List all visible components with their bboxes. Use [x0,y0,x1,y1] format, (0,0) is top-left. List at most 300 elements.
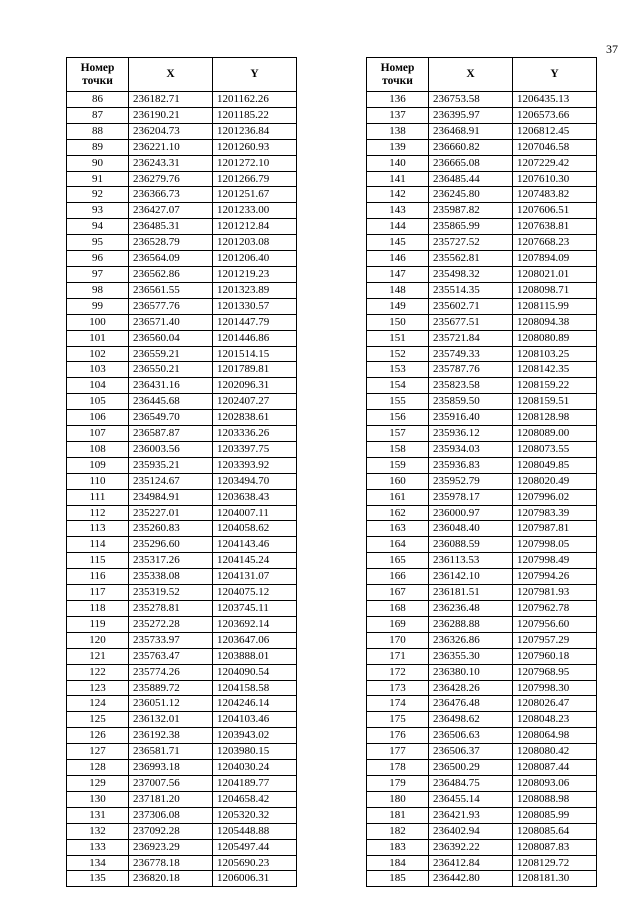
point-number-cell: 123 [67,680,129,696]
y-coordinate-cell: 1201206.40 [213,251,297,267]
point-number-cell: 103 [67,362,129,378]
x-coordinate-cell: 235260.83 [129,521,213,537]
table-row [367,203,597,219]
y-coordinate-cell: 1201219.23 [213,266,297,282]
y-coordinate-cell: 1203397.75 [213,441,297,457]
y-coordinate-cell: 1201212.84 [213,219,297,235]
x-coordinate-cell: 236560.04 [129,330,213,346]
y-coordinate-cell: 1201789.81 [213,362,297,378]
page-number: 37 [606,42,618,56]
point-number-cell: 142 [367,187,429,203]
point-number-cell: 100 [67,314,129,330]
point-number-cell: 108 [67,441,129,457]
table-row [67,521,297,537]
y-coordinate-cell: 1208103.25 [513,346,597,362]
table-row [67,712,297,728]
y-coordinate-cell: 1207046.58 [513,139,597,155]
y-coordinate-cell: 1207638.81 [513,219,597,235]
point-number-cell: 157 [367,426,429,442]
x-coordinate-cell: 236455.14 [429,791,513,807]
y-coordinate-cell: 1208085.99 [513,807,597,823]
table-row [67,155,297,171]
point-number-cell: 133 [67,839,129,855]
point-number-cell: 175 [367,712,429,728]
y-coordinate-cell: 1205448.88 [213,823,297,839]
x-coordinate-cell: 236279.76 [129,171,213,187]
x-coordinate-cell: 235934.03 [429,441,513,457]
x-coordinate-cell: 235859.50 [429,394,513,410]
y-coordinate-cell: 1205690.23 [213,855,297,871]
table-row [67,219,297,235]
x-coordinate-cell: 236506.63 [429,728,513,744]
y-coordinate-cell: 1208159.22 [513,378,597,394]
y-coordinate-cell: 1208088.98 [513,791,597,807]
y-coordinate-cell: 1201203.08 [213,235,297,251]
x-coordinate-cell: 236048.40 [429,521,513,537]
x-coordinate-cell: 235935.21 [129,457,213,473]
point-number-cell: 141 [367,171,429,187]
x-coordinate-cell: 236113.53 [429,553,513,569]
y-coordinate-cell: 1207998.49 [513,553,597,569]
point-number-cell: 99 [67,298,129,314]
table-row [67,330,297,346]
point-number-cell: 110 [67,473,129,489]
y-coordinate-cell: 1207229.42 [513,155,597,171]
table-row [67,187,297,203]
y-coordinate-cell: 1201446.86 [213,330,297,346]
table-row [67,235,297,251]
table-row [67,378,297,394]
x-coordinate-cell: 236485.44 [429,171,513,187]
x-coordinate-cell: 236476.48 [429,696,513,712]
point-number-cell: 135 [67,871,129,887]
point-number-cell: 173 [367,680,429,696]
table-row [367,489,597,505]
table-row [367,728,597,744]
table-row [67,585,297,601]
table-row [67,266,297,282]
table-row [367,171,597,187]
point-number-cell: 146 [367,251,429,267]
point-number-cell: 126 [67,728,129,744]
x-coordinate-cell: 236587.87 [129,426,213,442]
table-row [67,251,297,267]
table-row [367,235,597,251]
y-coordinate-cell: 1208181.30 [513,871,597,887]
point-number-cell: 124 [67,696,129,712]
x-coordinate-cell: 235272.28 [129,616,213,632]
point-number-cell: 155 [367,394,429,410]
point-number-cell: 174 [367,696,429,712]
point-number-cell: 89 [67,139,129,155]
point-number-cell: 148 [367,282,429,298]
x-coordinate-cell: 235936.83 [429,457,513,473]
table-row [367,266,597,282]
table-row [367,775,597,791]
x-coordinate-cell: 236182.71 [129,92,213,108]
table-row [367,251,597,267]
y-coordinate-cell: 1208094.38 [513,314,597,330]
y-coordinate-cell: 1204007.11 [213,505,297,521]
y-coordinate-cell: 1204090.54 [213,664,297,680]
table-row [367,187,597,203]
table-row [367,457,597,473]
point-number-cell: 145 [367,235,429,251]
y-coordinate-cell: 1208085.64 [513,823,597,839]
x-coordinate-cell: 235865.99 [429,219,513,235]
y-coordinate-cell: 1204143.46 [213,537,297,553]
y-coordinate-cell: 1207957.29 [513,632,597,648]
y-coordinate-cell: 1208049.85 [513,457,597,473]
x-coordinate-cell: 235498.32 [429,266,513,282]
point-number-cell: 116 [67,569,129,585]
table-row [367,823,597,839]
x-coordinate-cell: 236528.79 [129,235,213,251]
x-coordinate-cell: 235562.81 [429,251,513,267]
x-coordinate-cell: 236564.09 [129,251,213,267]
table-row [67,664,297,680]
y-coordinate-cell: 1207998.05 [513,537,597,553]
table-header-row [67,58,297,92]
x-coordinate-cell: 236142.10 [429,569,513,585]
x-coordinate-cell: 236392.22 [429,839,513,855]
x-coordinate-cell: 236288.88 [429,616,513,632]
x-coordinate-cell: 236778.18 [129,855,213,871]
table-row [367,426,597,442]
x-coordinate-cell: 236431.16 [129,378,213,394]
x-coordinate-cell: 236485.31 [129,219,213,235]
y-coordinate-cell: 1201266.79 [213,171,297,187]
y-coordinate-cell: 1208142.35 [513,362,597,378]
x-coordinate-cell: 236412.84 [429,855,513,871]
x-coordinate-cell: 236753.58 [429,92,513,108]
y-coordinate-cell: 1201323.89 [213,282,297,298]
table-row [67,601,297,617]
point-number-cell: 122 [67,664,129,680]
table-row [367,394,597,410]
table-row [67,171,297,187]
x-coordinate-cell: 236445.68 [129,394,213,410]
point-number-cell: 168 [367,601,429,617]
x-coordinate-cell: 235916.40 [429,410,513,426]
table-row [367,282,597,298]
point-number-cell: 158 [367,441,429,457]
x-coordinate-cell: 235774.26 [129,664,213,680]
point-number-cell: 132 [67,823,129,839]
y-coordinate-cell: 1207981.93 [513,585,597,601]
table-row [67,505,297,521]
point-number-cell: 176 [367,728,429,744]
table-row [67,680,297,696]
y-coordinate-cell: 1204189.77 [213,775,297,791]
x-coordinate-cell: 235602.71 [429,298,513,314]
y-coordinate-cell: 1204246.14 [213,696,297,712]
y-coordinate-cell: 1207610.30 [513,171,597,187]
point-number-cell: 152 [367,346,429,362]
x-coordinate-cell: 235823.58 [429,378,513,394]
point-number-cell: 98 [67,282,129,298]
x-coordinate-cell: 236428.26 [429,680,513,696]
point-number-cell: 163 [367,521,429,537]
table-row [367,298,597,314]
y-coordinate-cell: 1203745.11 [213,601,297,617]
y-coordinate-cell: 1201162.26 [213,92,297,108]
point-number-cell: 118 [67,601,129,617]
y-coordinate-cell: 1208073.55 [513,441,597,457]
table-row [367,585,597,601]
table-row [67,775,297,791]
point-number-cell: 129 [67,775,129,791]
point-number-cell: 140 [367,155,429,171]
table-row [67,489,297,505]
table-row [67,123,297,139]
point-number-cell: 147 [367,266,429,282]
y-coordinate-cell: 1207894.09 [513,251,597,267]
y-coordinate-cell: 1203393.92 [213,457,297,473]
point-number-cell: 144 [367,219,429,235]
x-coordinate-cell: 236181.51 [429,585,513,601]
table-row [67,632,297,648]
y-coordinate-cell: 1208087.44 [513,760,597,776]
y-coordinate-cell: 1203638.43 [213,489,297,505]
x-coordinate-cell: 235677.51 [429,314,513,330]
x-coordinate-cell: 235317.26 [129,553,213,569]
x-coordinate-cell: 236820.18 [129,871,213,887]
y-coordinate-cell: 1208048.23 [513,712,597,728]
point-number-cell: 185 [367,871,429,887]
table-row [367,441,597,457]
point-number-cell: 131 [67,807,129,823]
y-coordinate-cell: 1208089.00 [513,426,597,442]
point-number-cell: 136 [367,92,429,108]
table-row [67,282,297,298]
point-number-cell: 111 [67,489,129,505]
x-coordinate-cell: 236498.62 [429,712,513,728]
table-row [67,441,297,457]
y-coordinate-cell: 1207983.39 [513,505,597,521]
table-row [367,569,597,585]
x-coordinate-cell: 236402.94 [429,823,513,839]
x-coordinate-cell: 236500.29 [429,760,513,776]
point-number-cell: 149 [367,298,429,314]
table-row [67,362,297,378]
point-number-cell: 106 [67,410,129,426]
x-coordinate-cell: 236427.07 [129,203,213,219]
point-number-cell: 171 [367,648,429,664]
x-coordinate-cell: 235727.52 [429,235,513,251]
point-number-cell: 107 [67,426,129,442]
table-row [367,155,597,171]
y-coordinate-cell: 1207994.26 [513,569,597,585]
table-row [367,744,597,760]
point-number-cell: 112 [67,505,129,521]
point-number-cell: 179 [367,775,429,791]
table-row [367,410,597,426]
table-row [367,537,597,553]
x-coordinate-cell: 236993.18 [129,760,213,776]
point-number-cell: 104 [67,378,129,394]
point-number-cell: 143 [367,203,429,219]
point-number-cell: 125 [67,712,129,728]
y-coordinate-cell: 1207956.60 [513,616,597,632]
table-row [67,728,297,744]
table-row [67,473,297,489]
table-row [367,219,597,235]
point-number-cell: 105 [67,394,129,410]
y-coordinate-cell: 1202838.61 [213,410,297,426]
point-number-cell: 170 [367,632,429,648]
y-coordinate-cell: 1207606.51 [513,203,597,219]
x-coordinate-cell: 236000.97 [429,505,513,521]
point-number-cell: 130 [67,791,129,807]
x-coordinate-cell: 237092.28 [129,823,213,839]
y-coordinate-cell: 1208087.83 [513,839,597,855]
point-number-cell: 87 [67,107,129,123]
y-coordinate-cell: 1206006.31 [213,871,297,887]
point-number-cell: 86 [67,92,129,108]
y-coordinate-cell: 1201272.10 [213,155,297,171]
table-row [67,410,297,426]
table-row [367,330,597,346]
table-row [367,314,597,330]
table-row [367,505,597,521]
y-coordinate-cell: 1201330.57 [213,298,297,314]
y-coordinate-cell: 1208080.89 [513,330,597,346]
y-coordinate-cell: 1208098.71 [513,282,597,298]
x-coordinate-cell: 236243.31 [129,155,213,171]
y-coordinate-cell: 1204658.42 [213,791,297,807]
table-row [67,616,297,632]
point-number-cell: 164 [367,537,429,553]
point-number-cell: 114 [67,537,129,553]
x-coordinate-cell: 235978.17 [429,489,513,505]
x-coordinate-cell: 236549.70 [129,410,213,426]
table-row [67,314,297,330]
point-number-cell: 150 [367,314,429,330]
table-row [67,203,297,219]
y-coordinate-cell: 1201233.00 [213,203,297,219]
x-coordinate-cell: 235338.08 [129,569,213,585]
y-coordinate-cell: 1203336.26 [213,426,297,442]
point-number-cell: 166 [367,569,429,585]
point-number-cell: 162 [367,505,429,521]
x-coordinate-cell: 235936.12 [429,426,513,442]
table-row [367,855,597,871]
table-row [367,696,597,712]
table-row [67,346,297,362]
point-number-cell: 94 [67,219,129,235]
table-row [367,664,597,680]
point-number-cell: 167 [367,585,429,601]
point-number-cell: 184 [367,855,429,871]
y-coordinate-cell: 1207960.18 [513,648,597,664]
x-coordinate-cell: 236923.29 [129,839,213,855]
x-coordinate-cell: 236550.21 [129,362,213,378]
table-row [67,839,297,855]
x-coordinate-cell: 236421.93 [429,807,513,823]
table-row [367,760,597,776]
point-number-cell: 97 [67,266,129,282]
x-coordinate-cell: 235749.33 [429,346,513,362]
coordinates-table-right [366,57,597,887]
y-coordinate-cell: 1208093.06 [513,775,597,791]
table-row [367,616,597,632]
x-coordinate-cell: 236003.56 [129,441,213,457]
y-coordinate-cell: 1202096.31 [213,378,297,394]
y-coordinate-cell: 1208128.98 [513,410,597,426]
point-number-cell: 113 [67,521,129,537]
table-row [67,871,297,887]
point-number-cell: 90 [67,155,129,171]
x-coordinate-cell: 236468.91 [429,123,513,139]
x-coordinate-cell: 237306.08 [129,807,213,823]
x-coordinate-cell: 235889.72 [129,680,213,696]
point-number-cell: 151 [367,330,429,346]
point-number-cell: 101 [67,330,129,346]
table-row [67,426,297,442]
y-coordinate-cell: 1202407.27 [213,394,297,410]
x-coordinate-cell: 236581.71 [129,744,213,760]
header-point-number: Номер точки [367,58,429,92]
table-row [367,632,597,648]
y-coordinate-cell: 1208129.72 [513,855,597,871]
x-coordinate-cell: 235733.97 [129,632,213,648]
point-number-cell: 181 [367,807,429,823]
table-row [367,362,597,378]
table-row [367,92,597,108]
header-y: Y [513,58,597,92]
y-coordinate-cell: 1208159.51 [513,394,597,410]
x-coordinate-cell: 235952.79 [429,473,513,489]
y-coordinate-cell: 1207968.95 [513,664,597,680]
table-row [67,760,297,776]
table-row [67,298,297,314]
y-coordinate-cell: 1204058.62 [213,521,297,537]
x-coordinate-cell: 235227.01 [129,505,213,521]
x-coordinate-cell: 236190.21 [129,107,213,123]
table-row [367,521,597,537]
table-row [367,839,597,855]
table-row [67,394,297,410]
y-coordinate-cell: 1206812.45 [513,123,597,139]
x-coordinate-cell: 236559.21 [129,346,213,362]
x-coordinate-cell: 236204.73 [129,123,213,139]
point-number-cell: 160 [367,473,429,489]
table-row [367,378,597,394]
point-number-cell: 154 [367,378,429,394]
table-row [367,139,597,155]
point-number-cell: 102 [67,346,129,362]
point-number-cell: 115 [67,553,129,569]
table-row [367,791,597,807]
header-x: X [429,58,513,92]
point-number-cell: 120 [67,632,129,648]
y-coordinate-cell: 1204030.24 [213,760,297,776]
x-coordinate-cell: 236221.10 [129,139,213,155]
y-coordinate-cell: 1201251.67 [213,187,297,203]
x-coordinate-cell: 234984.91 [129,489,213,505]
table-row [67,648,297,664]
point-number-cell: 109 [67,457,129,473]
point-number-cell: 92 [67,187,129,203]
x-coordinate-cell: 236562.86 [129,266,213,282]
point-number-cell: 117 [67,585,129,601]
x-coordinate-cell: 236192.38 [129,728,213,744]
y-coordinate-cell: 1208021.01 [513,266,597,282]
table-row [67,855,297,871]
y-coordinate-cell: 1203943.02 [213,728,297,744]
y-coordinate-cell: 1203980.15 [213,744,297,760]
